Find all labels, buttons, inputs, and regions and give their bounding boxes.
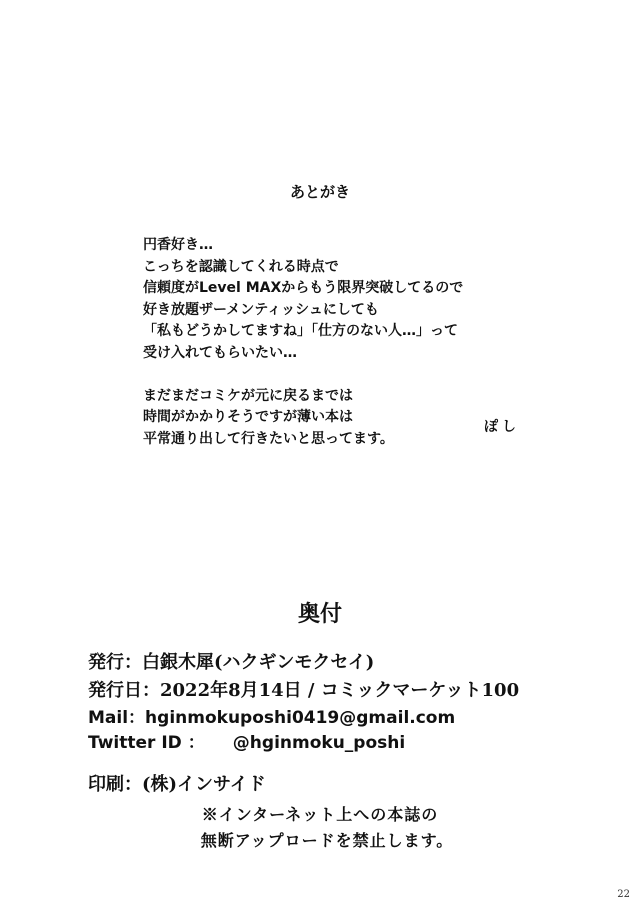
date-value: 2022年8月14日 / コミックマーケット100 (160, 680, 520, 701)
afterword-line: まだまだコミケが元に戻るまでは (143, 387, 353, 404)
colon: ： (124, 652, 142, 673)
afterword-line: 好き放題ザーメンティッシュにしても (143, 301, 379, 318)
date-label: 発行日 (88, 680, 142, 701)
notice-line: 無断アップロードを禁止します。 (200, 831, 454, 850)
mail-value: hginmokuposhi0419@gmail.com (145, 708, 456, 728)
afterword-line: こっちを認識してくれる時点で (143, 258, 339, 275)
twitter-label: Twitter ID (88, 733, 182, 753)
mail-label: Mail (88, 708, 129, 728)
colophon-title: 奥付 (297, 601, 342, 627)
printer-row (88, 770, 266, 796)
afterword-body (143, 235, 463, 450)
publisher-value: 白銀木犀(ハクギンモクセイ) (142, 652, 375, 673)
afterword-line: 平常通り出して行きたいと思ってます。 (143, 430, 394, 447)
mail-row (88, 703, 455, 728)
colon: ： (124, 774, 142, 795)
upload-notice (0, 802, 640, 854)
printer-label: 印刷 (88, 774, 124, 795)
publisher-label: 発行 (88, 652, 124, 673)
page-number: 22 (617, 889, 630, 900)
twitter-row (88, 728, 405, 753)
afterword-line: 「私もどうかしてますね」「仕方のない人…」って (143, 323, 458, 339)
afterword-heading: あとがき (289, 183, 350, 201)
publisher-row (88, 648, 374, 674)
colon: ： (187, 733, 205, 753)
paragraph-spacer (143, 364, 463, 386)
notice-line: ※インターネット上への本誌の (201, 805, 439, 824)
afterword-line: 時間がかかりそうですが薄い本は (143, 409, 353, 425)
twitter-value: @hginmoku_poshi (232, 733, 406, 753)
colon: ： (128, 708, 146, 728)
afterword-line: 受け入れてもらいたい… (143, 344, 297, 361)
afterword-line: 信頼度がLevel MAXからもう限界突破してるので (143, 280, 464, 296)
author-signature: ぽし (484, 419, 520, 435)
date-row (88, 676, 519, 702)
afterword-line: 円香好き… (143, 237, 213, 253)
printer-value: (株)インサイド (142, 774, 266, 795)
colon: ： (142, 680, 160, 701)
